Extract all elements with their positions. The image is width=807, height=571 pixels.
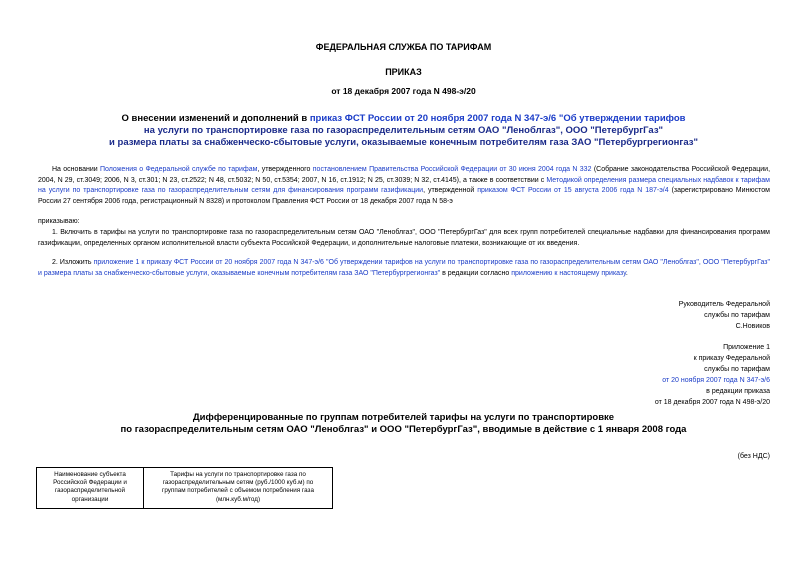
signature-position-1: Руководитель Федеральной: [678, 301, 770, 308]
link-annex-order-347[interactable]: от 20 ноября 2007 года N 347-э/6: [662, 377, 770, 384]
annex-title: [0, 412, 807, 436]
header-cell-tariffs-l3: группам потребителей с объемом потребления газа: [162, 487, 314, 495]
header-cell-tariffs: [144, 468, 333, 509]
link-order-187[interactable]: приказом ФСТ России от 15 августа 2006 года N 187-э/4: [477, 187, 669, 194]
annex-line-1: Приложение 1: [723, 344, 770, 351]
item2-text-3: .: [625, 269, 628, 277]
order-date-number: от 18 декабря 2007 года N 498-э/20: [331, 86, 476, 96]
link-government-decree-332[interactable]: постановлением Правительства Российской Федерации от 30 июня 2004 года N 332: [312, 166, 592, 173]
link-annex-1-order-347[interactable]: приложение 1 к приказу ФСТ России от 20 ноября 2007 года N 347-э/6 "Об утверждении тарифов на услуги по транспортировке газа по газораспределительным сетям ОАО "Леноблгаз", ООО "ПетербургГаз" и размера платы за снабженческо-сбытовые услуги, оказываемые конечным потребителям газа ЗАО "Петербургрегионгаз": [38, 259, 770, 277]
header-cell-tariffs-l1: Тарифы на услуги по транспортировке газа по: [170, 471, 306, 478]
basis-text-3: (Собрание законодательства Российской Федерации, 2004, N 29, ст.3049; 2006, N 3, ст.301; N 23, ст.2522; N 48, ст.5032; N 50, ст.5354; 2007, N 16, ст.1912; N 25, ст.3039; N 32, ст.4145), а также в соответствии с: [38, 166, 771, 184]
header-cell-region-l3: газораспределительной: [54, 487, 126, 495]
order-title: [0, 113, 807, 149]
title-line-3: и размера платы за снабженческо-сбытовые услуги, оказываемые конечным потребителям газа ЗАО "Петербургрегионгаз": [109, 137, 698, 148]
title-line-2: на услуги по транспортировке газа по газораспределительным сетям ОАО "Леноблгаз", ООО "ПетербургГаз": [143, 125, 664, 136]
annex-line-2: к приказу Федеральной: [693, 355, 770, 362]
annex-line-6: от 18 декабря 2007 года N 498-э/20: [654, 399, 770, 406]
vat-note: (без НДС): [737, 453, 770, 460]
basis-text-4: , утвержденной: [423, 187, 478, 194]
order-word: приказываю:: [38, 218, 80, 225]
tariff-table: [36, 467, 333, 509]
table-header-row: [37, 468, 333, 509]
link-methodology[interactable]: Методикой определения размера специальных надбавок к тарифам на услуги по транспортировке газа по газораспределительным сетям для финансирования программ газификации: [38, 176, 770, 194]
item-1: 1. Включить в тарифы на услуги по транспортировке газа по газораспределительным сетям ОАО "Леноблгаз", ООО "ПетербургГаз" для всех групп потребителей специальные надбавки для финансирования программ газификации, определенных органом исполнительной власти субъекта Российской Федерации, и дополнительные налоговые платежи, возникающие от их введения.: [38, 229, 770, 247]
header-cell-region-l4: организации: [71, 495, 109, 503]
annex-line-5: в редакции приказа: [706, 388, 770, 395]
agency-heading: ФЕДЕРАЛЬНАЯ СЛУЖБА ПО ТАРИФАМ: [315, 42, 492, 52]
header-cell-region: [37, 468, 144, 509]
signature-block: [679, 299, 770, 332]
item2-text-1: 2. Изложить: [52, 259, 94, 266]
item2-text-2: в редакции согласно: [440, 269, 512, 277]
signature-position-2: службы по тарифам: [704, 312, 770, 319]
annex-reference-block: [655, 342, 770, 408]
link-annex-this-order[interactable]: приложению к настоящему приказу: [511, 269, 626, 277]
link-fst-regulation[interactable]: Положения о Федеральной службе по тарифам: [100, 166, 258, 173]
annex-title-line-1: Дифференцированные по группам потребителей тарифы на услуги по транспортировке: [192, 412, 615, 423]
item-2: [38, 258, 770, 279]
basis-paragraph: [38, 165, 770, 207]
basis-text-5: (зарегистрировано Минюстом России 27 сентября 2006 года, регистрационный N 8328) и протоколом Правления ФСТ России от 18 декабря 2007 года N 58-э: [38, 187, 770, 205]
basis-text-1: На основании: [52, 166, 100, 173]
header-cell-tariffs-l4: (млн.куб.м/год): [215, 495, 261, 503]
title-link-order-347[interactable]: приказ ФСТ России от 20 ноября 2007 года N 347-э/6 "Об утверждении тарифов: [309, 113, 686, 124]
annex-title-line-2: по газораспределительным сетям ОАО "Леноблгаз" и ООО "ПетербургГаз", вводимые в действие с 1 января 2008 года: [120, 424, 687, 435]
annex-line-3: службы по тарифам: [704, 366, 770, 373]
header-cell-tariffs-l2: газораспределительным сетям (руб./1000 куб.м) по: [162, 479, 314, 487]
title-prefix: О внесении изменений и дополнений в: [121, 113, 310, 124]
header-cell-region-l1: Наименование субъекта: [54, 471, 126, 478]
header-cell-region-l2: Российской Федерации и: [53, 479, 127, 487]
signature-name: С.Новиков: [735, 323, 770, 330]
basis-text-2: , утвержденного: [257, 166, 313, 173]
doc-type-heading: ПРИКАЗ: [385, 67, 422, 77]
